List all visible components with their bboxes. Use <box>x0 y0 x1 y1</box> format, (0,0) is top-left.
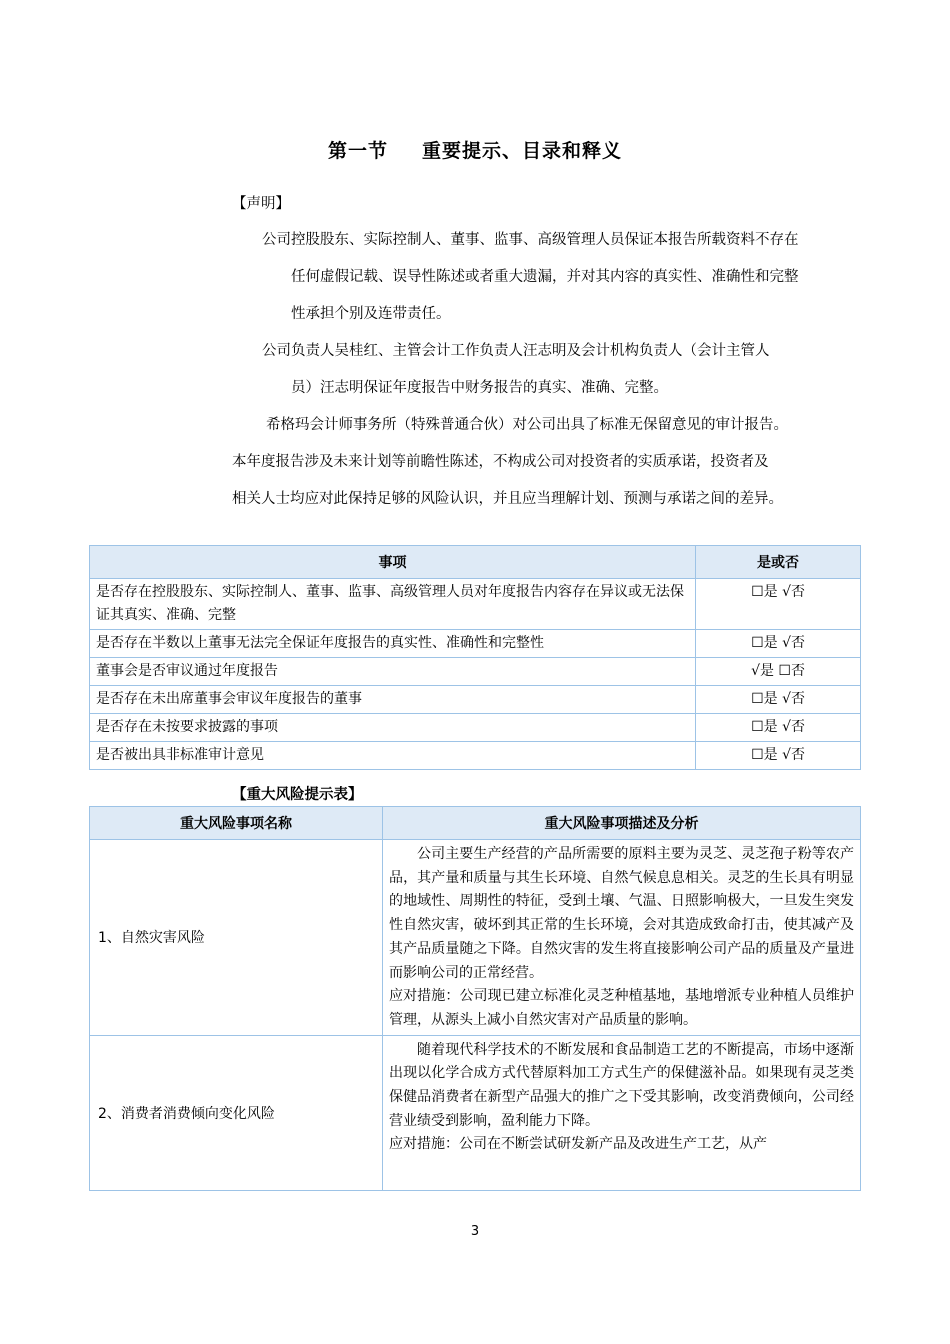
matter-answer: ☐是 √否 <box>696 686 861 714</box>
declaration-paragraph-2 <box>262 333 862 407</box>
table-header-row <box>90 807 861 840</box>
text-line: 本年度报告涉及未来计划等前瞻性陈述，不构成公司对投资者的实质承诺，投资者及 <box>232 454 769 470</box>
text-line: 任何虚假记载、误导性陈述或者重大遗漏，并对其内容的真实性、准确性和完整 <box>291 269 799 285</box>
matter-item: 是否存在未出席董事会审议年度报告的董事 <box>90 686 696 714</box>
declaration-heading: 【声明】 <box>232 196 290 212</box>
table-row <box>90 579 861 630</box>
matter-answer: ☐是 √否 <box>696 630 861 658</box>
table-row <box>90 714 861 742</box>
risk-description: 公司主要生产经营的产品所需要的原料主要为灵芝、灵芝孢子粉等农产品，其产量和质量与其生长环境、自然气候息息相关。灵芝的生长具有明显的地域性、周期性的特征，受到土壤、气温、日照影响极大，一旦发生突发性自然灾害，破坏到其正常的生长环境，会对其造成致命打击，使其减产及其产品质量随之下降。自然灾害的发生将直接影响公司产品的质量及产量进而影响公司的正常经营。 <box>389 846 854 981</box>
text-line: 性承担个别及连带责任。 <box>291 306 451 322</box>
column-header-answer: 是或否 <box>696 546 861 579</box>
text-line: 员）汪志明保证年度报告中财务报告的真实、准确、完整。 <box>291 380 668 396</box>
matter-answer: √是 ☐否 <box>696 658 861 686</box>
risk-table-heading: 【重大风险提示表】 <box>232 787 363 803</box>
table-row <box>90 658 861 686</box>
text-line: 相关人士均应对此保持足够的风险认识，并且应当理解计划、预测与承诺之间的差异。 <box>232 491 783 507</box>
matter-answer: ☐是 √否 <box>696 579 861 630</box>
table-row <box>90 840 861 1036</box>
declaration-paragraph-3 <box>232 407 862 518</box>
matter-item: 是否存在未按要求披露的事项 <box>90 714 696 742</box>
table-row <box>90 1035 861 1190</box>
risk-name: 2、消费者消费倾向变化风险 <box>90 1035 383 1190</box>
matter-item: 是否存在半数以上董事无法完全保证年度报告的真实性、准确性和完整性 <box>90 630 696 658</box>
table-row <box>90 630 861 658</box>
table-row <box>90 742 861 770</box>
matter-item: 是否存在控股股东、实际控制人、董事、监事、高级管理人员对年度报告内容存在异议或无法保证其真实、准确、完整 <box>90 579 696 630</box>
page-number: 3 <box>470 1224 480 1239</box>
matter-answer: ☐是 √否 <box>696 714 861 742</box>
section-title <box>0 136 950 163</box>
risk-description-cell <box>383 840 861 1036</box>
risk-measures: 应对措施：公司现已建立标准化灵芝种植基地，基地增派专业种植人员维护管理，从源头上减小自然灾害对产品质量的影响。 <box>389 988 854 1028</box>
section-title-text: 重要提示、目录和释义 <box>422 140 623 162</box>
text-line: 希格玛会计师事务所（特殊普通合伙）对公司出具了标准无保留意见的审计报告。 <box>266 417 788 433</box>
matter-answer: ☐是 √否 <box>696 742 861 770</box>
risk-name: 1、自然灾害风险 <box>90 840 383 1036</box>
matters-table <box>89 545 861 770</box>
column-header-risk-description: 重大风险事项描述及分析 <box>383 807 861 840</box>
text-line: 公司负责人吴桂红、主管会计工作负责人汪志明及会计机构负责人（会计主管人 <box>262 343 770 359</box>
matter-item: 董事会是否审议通过年度报告 <box>90 658 696 686</box>
risk-description: 随着现代科学技术的不断发展和食品制造工艺的不断提高，市场中逐渐出现以化学合成方式代替原料加工方式生产的保健滋补品。如果现有灵芝类保健品消费者在新型产品强大的推广之下受其影响，改变消费倾向，公司经营业绩受到影响，盈利能力下降。 <box>389 1041 854 1129</box>
table-header-row <box>90 546 861 579</box>
risk-measures: 应对措施：公司在不断尝试研发新产品及改进生产工艺，从产 <box>389 1136 767 1153</box>
matter-item: 是否被出具非标准审计意见 <box>90 742 696 770</box>
declaration-paragraph-1 <box>262 222 862 333</box>
risk-description-cell <box>383 1035 861 1190</box>
table-row <box>90 686 861 714</box>
section-number: 第一节 <box>327 140 388 162</box>
column-header-item: 事项 <box>90 546 696 579</box>
column-header-risk-name: 重大风险事项名称 <box>90 807 383 840</box>
text-line: 公司控股股东、实际控制人、董事、监事、高级管理人员保证本报告所载资料不存在 <box>262 232 799 248</box>
risk-table <box>89 806 861 1191</box>
